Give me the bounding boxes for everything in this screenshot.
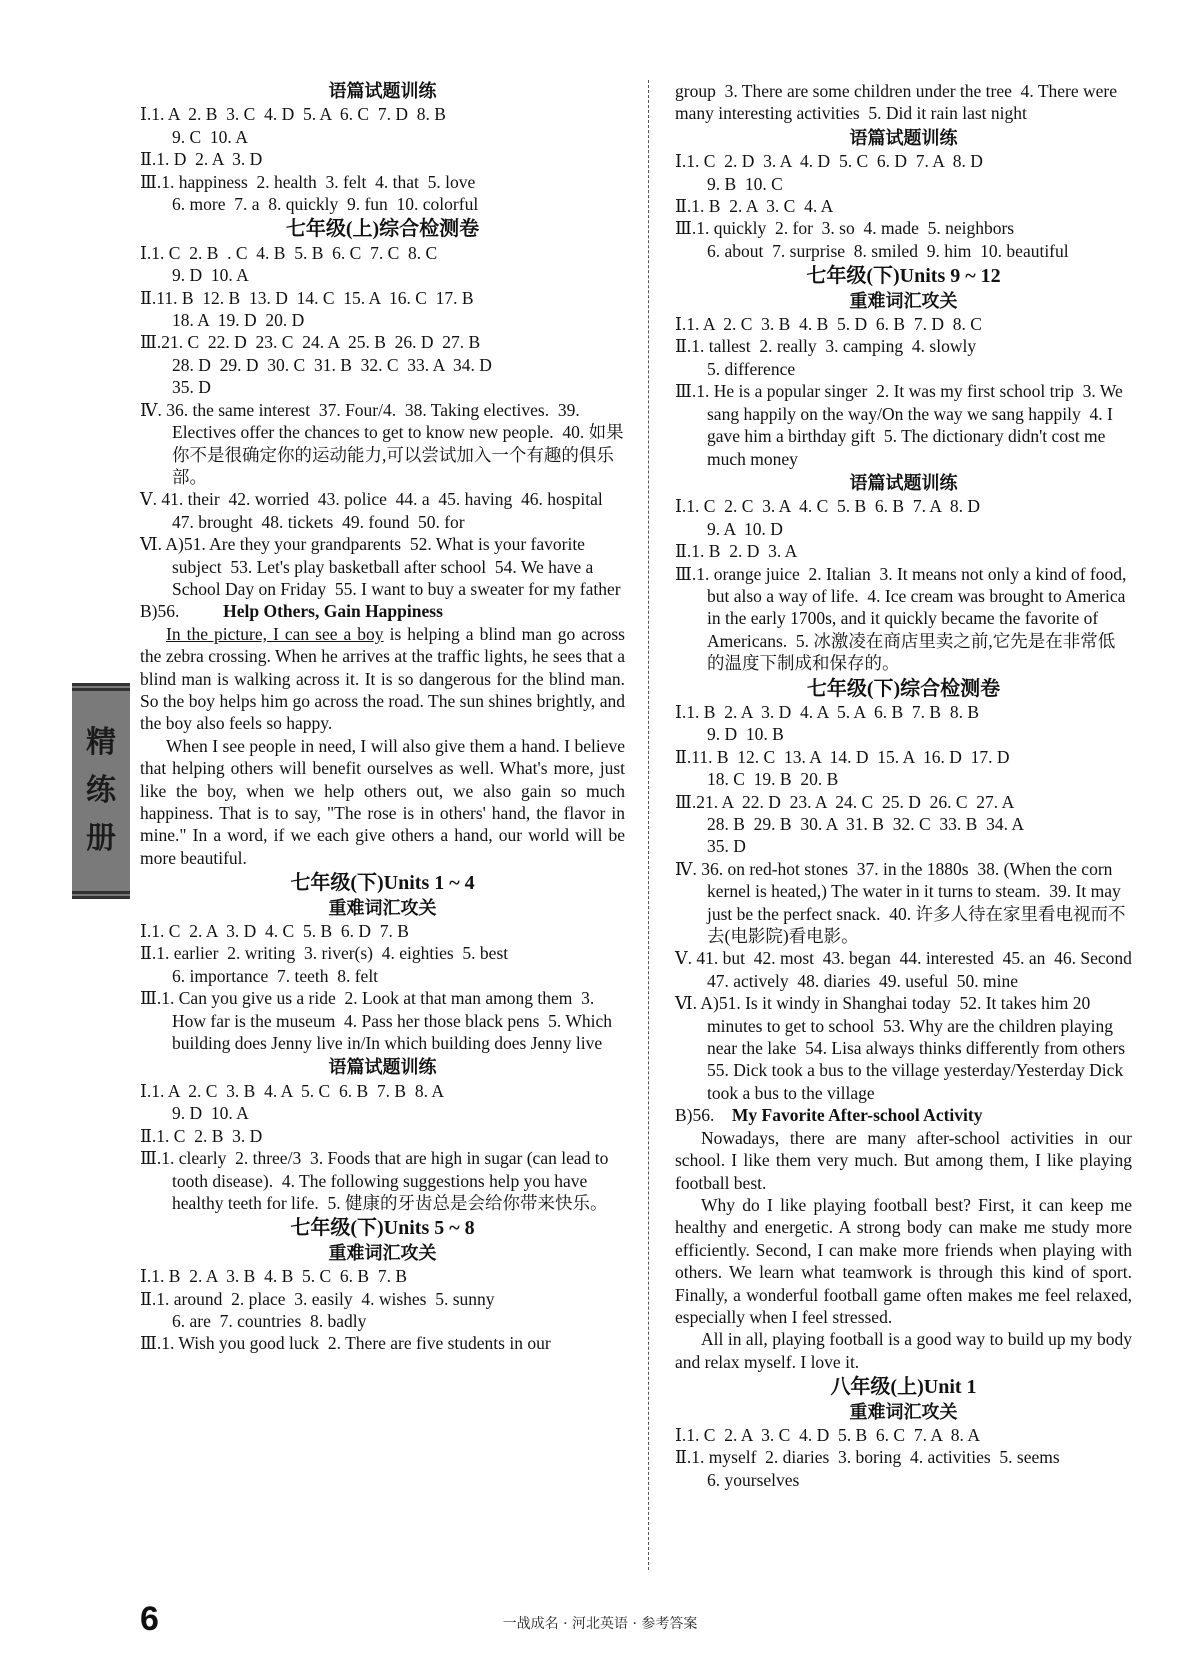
- answer-block: Ⅲ.1. He is a popular singer 2. It was my first school trip 3. We sang happily on the way/On the way we sang happily 4. I gave him a birthday gift 5. The dictionary didn't cost me much money: [675, 381, 1128, 469]
- section-title: 七年级(下)Units 9 ~ 12: [806, 265, 1001, 288]
- underlined-phrase: In the picture, I can see a boy: [166, 623, 384, 644]
- answer-block: Ⅴ. 41. their 42. worried 43. police 44. a 45. having 46. hospital 47. brought 48. tickets 49. found 50. for: [140, 489, 612, 532]
- answer-block: Ⅴ. 41. but 42. most 43. began 44. interested 45. an 46. Second 47. actively 48. diaries 49. useful 50. mine: [675, 948, 1141, 991]
- section-subtitle: 重难词汇攻关: [849, 290, 958, 311]
- answer-line: Ⅰ.1. C 2. A 3. C 4. D 5. B 6. C 7. A 8. A: [675, 1424, 980, 1445]
- answer-line: Ⅲ.21. C 22. D 23. C 24. A 25. B 26. D 27. B: [140, 332, 481, 353]
- answer-block: Ⅲ.1. clearly 2. three/3 3. Foods that are high in sugar (can lead to tooth disease). 4. The following suggestions help you have healthy teeth for life. 5. 健康的牙齿总是会给你带来快乐。: [140, 1148, 613, 1213]
- answer-line: 9. D 10. A: [172, 265, 249, 286]
- answer-line: Ⅰ.1. B 2. A 3. B 4. B 5. C 6. B 7. B: [140, 1266, 408, 1287]
- answer-line: Ⅲ.1. Wish you good luck 2. There are five students in our: [140, 1333, 551, 1354]
- page-number: 6: [140, 1600, 159, 1638]
- answer-line: Ⅱ.1. tallest 2. really 3. camping 4. slowly: [675, 336, 977, 357]
- answer-line: Ⅱ.11. B 12. B 13. D 14. C 15. A 16. C 17. B: [140, 287, 474, 308]
- answer-line: Ⅰ.1. A 2. C 3. B 4. B 5. D 6. B 7. D 8. C: [675, 314, 982, 335]
- answer-line: 6. more 7. a 8. quickly 9. fun 10. colorful: [172, 194, 479, 215]
- answer-line: Ⅰ.1. C 2. D 3. A 4. D 5. C 6. D 7. A 8. D: [675, 151, 983, 172]
- section-title: 七年级(上)综合检测卷: [285, 218, 480, 241]
- section-title: 八年级(上)Unit 1: [830, 1376, 977, 1399]
- left-column: [140, 78, 625, 1355]
- essay-heading: [140, 600, 625, 622]
- answer-line: 35. D: [707, 836, 746, 857]
- answer-line: Ⅰ.1. B 2. A 3. D 4. A 5. A 6. B 7. B 8. B: [675, 701, 979, 722]
- answer-line: 28. B 29. B 30. A 31. B 32. C 33. B 34. A: [707, 814, 1024, 834]
- essay-paragraph: Why do I like playing football best? First, it can keep me healthy and energetic. A strong body can make me study more efficiently. Second, I can make more friends when playing with others. We learn what teamwork is through this kind of sport. Finally, a wonderful football game often makes me feel relaxed, especially when I feel stressed.: [675, 1194, 1132, 1327]
- essay-paragraph: When I see people in need, I will also give them a hand. I believe that helping others will benefit ourselves as well. What's more, just like the boy, when we help others out, we also gain so much happiness. That is to say, "The rose is in others' hand, the flavor in mine." In a word, if we each give others a hand, our world will be more beautiful.: [140, 735, 625, 868]
- answer-block: Ⅵ. A)51. Are they your grandparents 52. What is your favorite subject 53. Let's play basketball after school 54. We have a School Day on Friday 55. I want to buy a sweater for my father: [140, 534, 621, 599]
- section-subtitle: 重难词汇攻关: [328, 897, 437, 918]
- essay-label: B)56.: [675, 1105, 715, 1126]
- right-column: [675, 80, 1141, 1491]
- answer-line: Ⅱ.1. around 2. place 3. easily 4. wishes 5. sunny: [140, 1288, 495, 1309]
- answer-line: Ⅰ.1. C 2. A 3. D 4. C 5. B 6. D 7. B: [140, 921, 409, 942]
- answer-line: Ⅰ.1. C 2. C 3. A 4. C 5. B 6. B 7. A 8. D: [675, 496, 980, 517]
- answer-line: Ⅱ.1. C 2. B 3. D: [140, 1125, 263, 1146]
- side-tab-char: 练: [86, 773, 116, 808]
- answer-line: 35. D: [172, 377, 211, 398]
- answer-block: Ⅳ. 36. the same interest 37. Four/4. 38. Taking electives. 39. Electives offer the chances to get to know new people. 40. 如果你不是很确定你的运动能力,可以尝试加入一个有趣的俱乐部。: [140, 399, 624, 487]
- section-title: 七年级(下)Units 1 ~ 4: [290, 872, 475, 895]
- answer-line: 9. C 10. A: [172, 126, 248, 147]
- section-title: 语篇试题训练: [328, 1057, 437, 1078]
- section-title: 七年级(下)综合检测卷: [806, 677, 1001, 700]
- answer-line: 6. importance 7. teeth 8. felt: [172, 965, 379, 986]
- answer-line: 6. are 7. countries 8. badly: [172, 1310, 367, 1331]
- answer-line: 9. D 10. B: [707, 724, 784, 745]
- answer-block: group 3. There are some children under the tree 4. There were many interesting activities 5. Did it rain last night: [675, 81, 1122, 124]
- side-tab-char: 精: [86, 725, 116, 760]
- answer-line: 6. yourselves: [707, 1469, 800, 1490]
- section-title: 语篇试题训练: [328, 81, 437, 101]
- essay-heading: [675, 1104, 1132, 1126]
- answer-line: Ⅱ.1. B 2. D 3. A: [675, 541, 798, 562]
- essay-title: My Favorite After-school Activity: [731, 1105, 983, 1126]
- answer-block: Ⅲ.1. Can you give us a ride 2. Look at that man among them 3. How far is the museum 4. Pass her those black pens 5. Which building does Jenny live in/In which building does Jenny live: [140, 988, 617, 1054]
- answer-line: 9. D 10. A: [172, 1103, 249, 1124]
- section-title: 语篇试题训练: [849, 127, 958, 148]
- section-subtitle: 重难词汇攻关: [849, 1401, 958, 1422]
- answer-line: 9. B 10. C: [707, 173, 783, 194]
- essay-title: Help Others, Gain Happiness: [223, 601, 443, 622]
- section-title: 七年级(下)Units 5 ~ 8: [290, 1217, 475, 1240]
- answer-line: Ⅱ.1. B 2. A 3. C 4. A: [675, 196, 834, 217]
- essay-text: is helping a blind man go across the zebra crossing. When he arrives at the traffic lights, he sees that a blind man is walking across it. It is so dangerous for the blind man. So the boy helps him go across the road. The sun shines brightly, and the boy also feels so happy.: [140, 623, 625, 734]
- section-title: 语篇试题训练: [849, 472, 958, 493]
- essay-paragraph: Nowadays, there are many after-school activities in our school. I like them very much. But among them, I like playing football best.: [675, 1127, 1132, 1193]
- answer-block: Ⅵ. A)51. Is it windy in Shanghai today 52. It takes him 20 minutes to get to school 53. Why are the children playing near the lake 54. Lisa always thinks differently from others 55. Dick took a bus to the village yesterday/Yesterday Dick took a bus to the village: [675, 993, 1134, 1103]
- footer: 一战成名 · 河北英语 · 参考答案: [502, 1616, 698, 1632]
- answer-line: 5. difference: [707, 358, 796, 379]
- answer-line: Ⅲ.1. happiness 2. health 3. felt 4. that 5. love: [140, 171, 476, 192]
- answer-line: 6. about 7. surprise 8. smiled 9. him 10. beautiful: [707, 240, 1069, 261]
- answer-line: Ⅰ.1. A 2. B 3. C 4. D 5. A 6. C 7. D 8. B: [140, 104, 446, 125]
- answer-line: Ⅰ.1. A 2. C 3. B 4. A 5. C 6. B 7. B 8. A: [140, 1080, 444, 1101]
- essay-label: B)56.: [140, 601, 180, 622]
- answer-line: Ⅲ.1. quickly 2. for 3. so 4. made 5. neighbors: [675, 218, 1015, 239]
- answer-line: Ⅱ.1. earlier 2. writing 3. river(s) 4. eighties 5. best: [140, 943, 509, 964]
- essay-paragraph: All in all, playing football is a good way to build up my body and relax myself. I love it.: [675, 1329, 1132, 1372]
- side-tab: [72, 683, 130, 899]
- answer-line: 18. C 19. B 20. B: [707, 769, 839, 790]
- answer-block: Ⅳ. 36. on red-hot stones 37. in the 1880s 38. (When the corn kernel is heated,) The water in it turns to steam. 39. It may just be the perfect snack. 40. 许多人待在家里看电视而不去(电影院)看电影。: [675, 858, 1126, 947]
- answer-block: Ⅲ.1. orange juice 2. Italian 3. It means not only a kind of food, but also a way of life. 4. Ice cream was brought to America in the early 1700s, and it quickly became the favorite of Americans. 5. 冰激凌在商店里卖之前,它先是在非常低的温度下制成和保存的。: [675, 563, 1131, 674]
- answer-line: Ⅱ.1. myself 2. diaries 3. boring 4. activities 5. seems: [675, 1447, 1060, 1468]
- side-tab-char: 册: [86, 821, 116, 856]
- essay-paragraph: [140, 623, 625, 735]
- answer-line: Ⅲ.21. A 22. D 23. A 24. C 25. D 26. C 27. A: [675, 791, 1015, 812]
- answer-line: 9. A 10. D: [707, 518, 783, 539]
- answer-line: Ⅱ.11. B 12. C 13. A 14. D 15. A 16. D 17. D: [675, 746, 1010, 767]
- section-subtitle: 重难词汇攻关: [328, 1242, 437, 1263]
- column-divider: [648, 80, 649, 1570]
- answer-line: Ⅰ.1. C 2. B . C 4. B 5. B 6. C 7. C 8. C: [140, 242, 438, 263]
- answer-line: 18. A 19. D 20. D: [172, 310, 305, 331]
- answer-line: 28. D 29. D 30. C 31. B 32. C 33. A 34. D: [172, 354, 492, 375]
- answer-line: Ⅱ.1. D 2. A 3. D: [140, 149, 263, 170]
